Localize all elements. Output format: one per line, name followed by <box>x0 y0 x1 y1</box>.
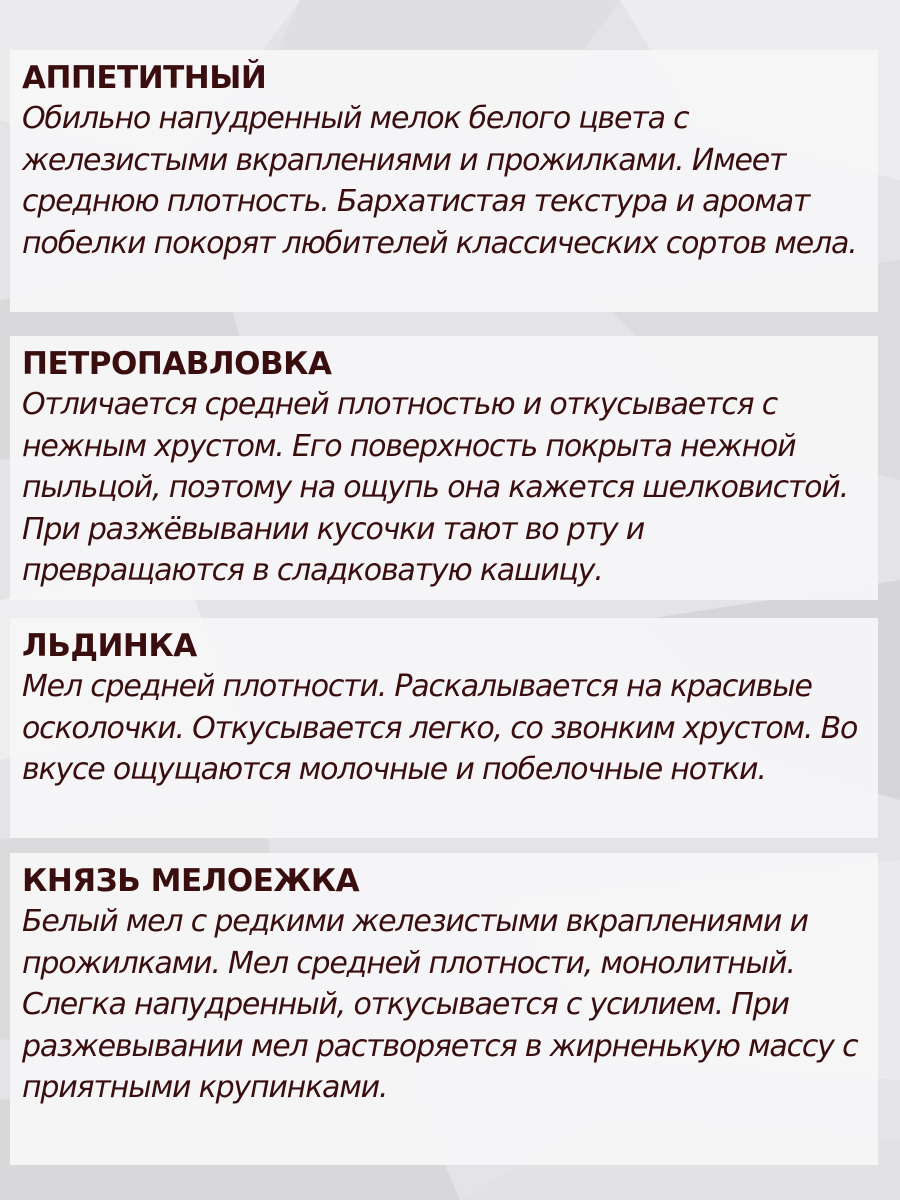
section-title: АППЕТИТНЫЙ <box>22 60 267 96</box>
section-description: Белый мел с редкими железистыми вкраплениями и прожилками. Мел средней плотности, монолитный. Слегка напудренный, откусывается с усилием. При разжевывании мел растворяется в жирненькую массу с приятными крупинками. <box>22 904 858 1105</box>
section-title: ЛЬДИНКА <box>22 628 197 664</box>
section-description: Обильно напудренный мелок белого цвета с железистыми вкраплениями и прожилками. Имеет среднюю плотность. Бархатистая текстура и аромат побелки покорят любителей классических сортов мела. <box>22 101 857 261</box>
section-card-petropavlovka <box>10 336 878 600</box>
section-description: Мел средней плотности. Раскалывается на красивые осколочки. Откусывается легко, со звонким хрустом. Во вкусе ощущаются молочные и побелочные нотки. <box>22 669 858 787</box>
section-title: ПЕТРОПАВЛОВКА <box>22 346 332 382</box>
section-card-ldinka <box>10 618 878 838</box>
section-title: КНЯЗЬ МЕЛОЕЖКА <box>22 863 360 899</box>
section-card-appetitny <box>10 50 878 312</box>
section-description: Отличается средней плотностью и откусывается с нежным хрустом. Его поверхность покрыта нежной пыльцой, поэтому на ощупь она кажется шелковистой. При разжёвывании кусочки тают во рту и превращаются в сладковатую кашицу. <box>22 387 848 588</box>
section-card-knyaz-meloezhka <box>10 853 878 1165</box>
